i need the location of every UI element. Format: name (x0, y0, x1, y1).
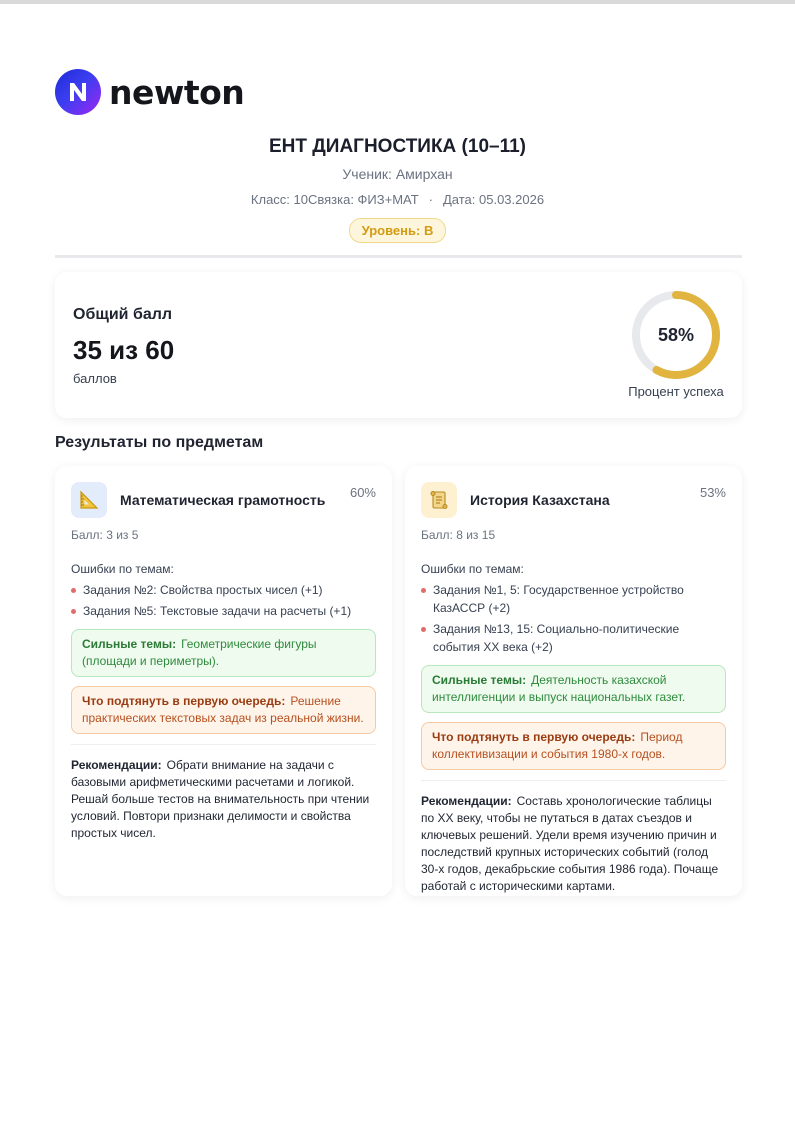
list-item (71, 602, 376, 620)
bullet-dot-icon (421, 588, 426, 593)
subject-card-math (55, 466, 392, 896)
class-bundle: Класс: 10Связка: ФИЗ+МАТ (250, 192, 419, 207)
recommendations-label: Рекомендации: (421, 794, 512, 808)
subjects-title: Результаты по предметам (55, 434, 264, 451)
success-caption: Процент успеха (628, 384, 724, 399)
total-score-value: 35 из 60 (73, 335, 175, 365)
subject-score: Балл: 8 из 15 (421, 528, 496, 542)
error-text: Задания №5: Текстовые задачи на расчеты (+1) (83, 604, 352, 618)
subject-body (71, 528, 376, 842)
errors-list (421, 581, 726, 656)
strong-topics-text: Геометрические фигуры (площади и периметры). (82, 637, 317, 668)
top-border (0, 0, 795, 4)
report-meta (0, 192, 795, 207)
subject-percent: 53% (699, 485, 726, 500)
recommendations-text: Составь хронологические таблицы по XX веку, чтобы не путаться в датах съездов и ключевых решений. Удели время изучению причин и последствий крупных исторических событий (голод 30-х годов, декабрьские события 1986 года). Почаще работай с историческими картами. (421, 794, 719, 893)
subject-score: Балл: 3 из 5 (71, 528, 139, 542)
subject-header (71, 482, 325, 518)
level-badge: Уровень: B (349, 218, 447, 243)
meta-separator: · (428, 192, 433, 207)
improve-topics-label: Что подтянуть в первую очередь: (82, 694, 286, 708)
report-title: ЕНТ ДИАГНОСТИКА (10–11) (268, 136, 526, 157)
subject-card-history (405, 466, 742, 896)
subject-name: История Казахстана (470, 492, 610, 508)
errors-title: Ошибки по темам: (71, 562, 174, 576)
improve-topics-text: Решение практических текстовых задач из реальной жизни. (82, 694, 364, 725)
strong-topics-text: Деятельность казахской интеллигенции и выпуск национальных газет. (432, 673, 686, 704)
total-score-card (55, 272, 742, 418)
recommendations-text: Обрати внимание на задачи с базовыми арифметическими расчетами и логикой. Решай больше тестов на внимательность при чтении условий. Повтори признаки делимости и свойства простых чисел. (71, 758, 370, 840)
strong-topics-box (421, 665, 726, 713)
report-date: Дата: 05.03.2026 (443, 192, 545, 207)
scroll-icon (421, 482, 457, 518)
strong-topics-box (71, 629, 376, 677)
recommendations-divider (71, 744, 376, 745)
improve-topics-text: Период коллективизации и события 1980-х годов. (432, 730, 683, 761)
subject-body (421, 528, 726, 895)
strong-topics-label: Сильные темы: (82, 637, 177, 651)
improve-topics-box (421, 722, 726, 770)
bullet-dot-icon (71, 588, 76, 593)
subject-header (421, 482, 610, 518)
list-item (421, 620, 726, 656)
improve-topics-box (71, 686, 376, 734)
brand-name: newton (109, 72, 245, 112)
brand-logo (55, 69, 244, 115)
header-divider (55, 255, 742, 258)
error-text: Задания №13, 15: Социально-политические события XX века (+2) (433, 622, 680, 654)
recommendations-label: Рекомендации: (71, 758, 162, 772)
level-badge-wrap (0, 218, 795, 243)
error-text: Задания №1, 5: Государственное устройство КазАССР (+2) (433, 583, 684, 615)
improve-topics-label: Что подтянуть в первую очередь: (432, 730, 636, 744)
recommendations (421, 793, 726, 895)
newton-logo-icon (55, 69, 101, 115)
list-item (421, 581, 726, 617)
total-score-label: Общий балл (73, 306, 173, 323)
error-text: Задания №2: Свойства простых чисел (+1) (83, 583, 323, 597)
errors-list (71, 581, 376, 620)
bullet-dot-icon (71, 609, 76, 614)
subject-percent: 60% (349, 485, 376, 500)
list-item (71, 581, 376, 599)
errors-title: Ошибки по темам: (421, 562, 524, 576)
recommendations-divider (421, 780, 726, 781)
recommendations (71, 757, 376, 842)
triangle-ruler-icon (71, 482, 107, 518)
success-percent: 58% (657, 324, 695, 345)
subject-name: Математическая грамотность (120, 492, 326, 508)
bullet-dot-icon (421, 627, 426, 632)
total-score-unit: баллов (73, 371, 117, 386)
student-name: Ученик: Амирхан (342, 166, 453, 182)
strong-topics-label: Сильные темы: (432, 673, 527, 687)
